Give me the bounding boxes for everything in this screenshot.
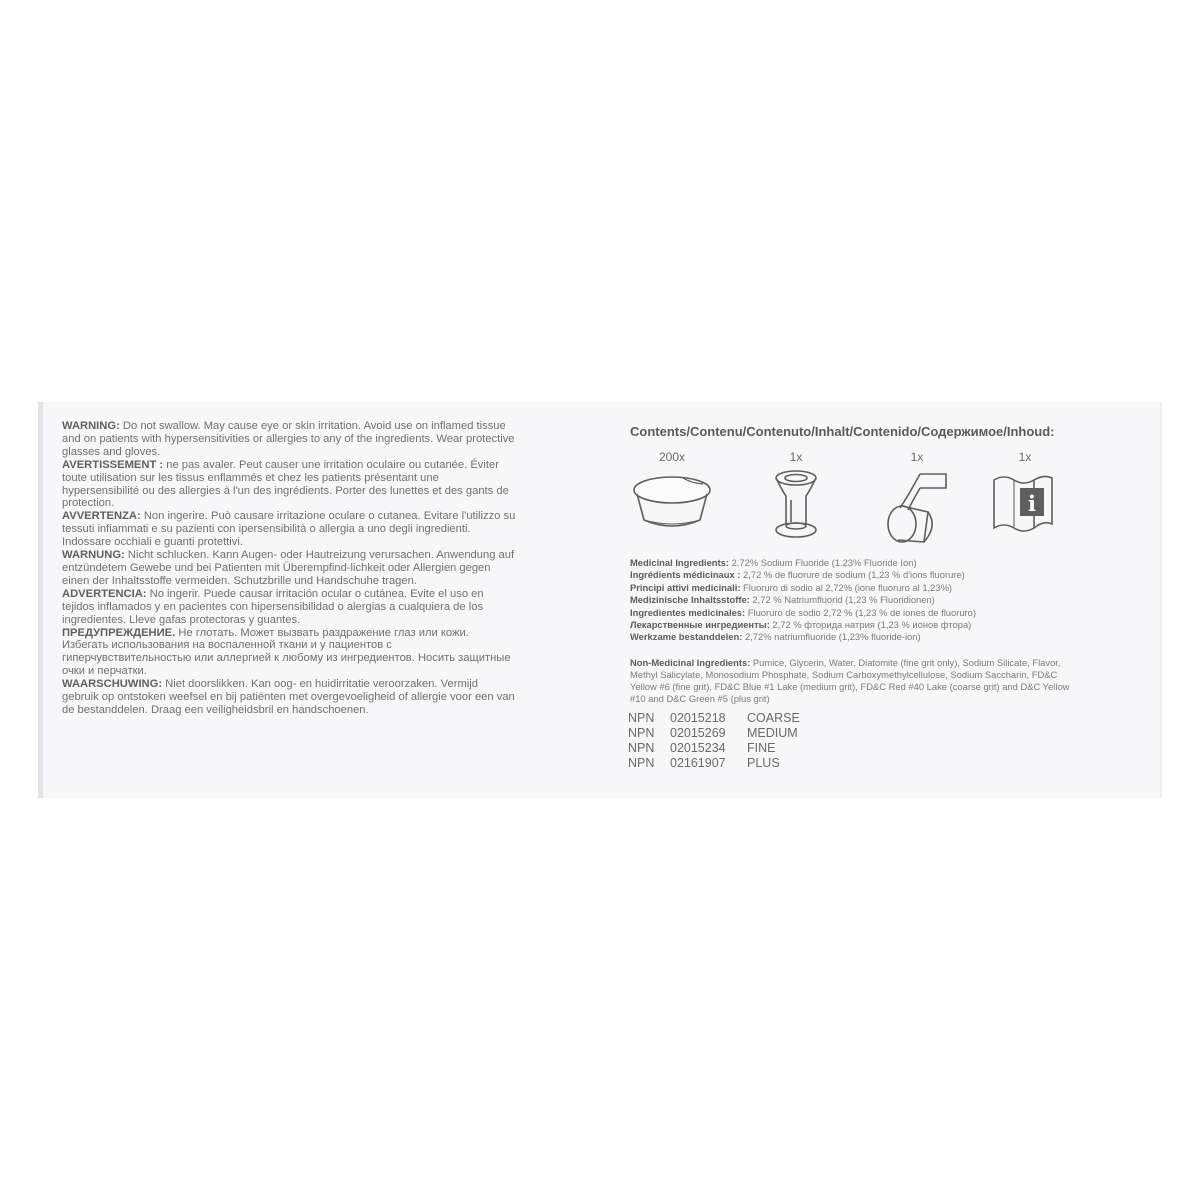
medicinal-ingredients [630, 557, 976, 644]
finger-ring-holder-icon [763, 466, 829, 546]
warning-it: AVVERTENZA: Non ingerire. Può causare irritazione oculare o cutanea. Evitare l'utilizzo su tessuti infiammati e su pazienti con ipersensibilità o allergia a uno degli ingredienti. Indossare occhiali e guanti protettivi. [62, 510, 516, 549]
svg-text:i: i [1028, 491, 1036, 516]
medicinal-fr: Ingrédients médicinaux : 2,72 % de fluorure de sodium (1,23 % d'ions fluorure) [630, 569, 965, 581]
contents-item-leaflet [990, 450, 1060, 538]
warning-fr: AVERTISSEMENT : ne pas avaler. Peut causer une irritation oculaire ou cutanée. Éviter toute utilisation sur les tissus enflammés et chez les patients présentant une hypersensibilité ou des allergies à l'un des ingrédients. Porter des lunettes et des gants de protection. [62, 458, 509, 510]
medicinal-en: Medicinal Ingredients: 2.72% Sodium Fluoride (1.23% Fluoride Ion) [630, 557, 917, 568]
non-medicinal-ingredients: Non-Medicinal Ingredients: Pumice, Glycerin, Water, Diatomite (fine grit only), Sodium Silicate, Flavor, Methyl Salicylate, Monosodium Phosphate, Sodium Carboxymethylcellulose, Sodium Saccharin, FD&C Yellow #6 (fine grit), FD&C Blue #1 Lake (medium grit), FD&C Red #40 Lake (coarse grit) and D&C Yellow #10 and D&C Green #5 (plus grit) [630, 657, 1070, 704]
warnings-block [62, 420, 517, 717]
npn-row: NPN 02015234 FINE [628, 741, 776, 755]
medicinal-ru: Лекарственные ингредиенты: 2,72 % фторида натрия (1,23 % ионов фтора) [630, 619, 972, 631]
contents-item-cups [627, 450, 717, 536]
tape-roll-icon [880, 466, 954, 546]
prophy-cup-icon [627, 466, 717, 536]
item-quantity: 1x [1018, 450, 1032, 464]
npn-row: NPN 02161907 PLUS [628, 756, 780, 770]
contents-title: Contents/Contenu/Contenuto/Inhalt/Contenido/Содержимое/Inhoud: [630, 424, 1055, 439]
item-quantity: 200x [658, 450, 686, 464]
warning-en: WARNING: Do not swallow. May cause eye or skin irritation. Avoid use on inflamed tissue and on patients with hypersensitivities or allergies to any of the ingredients. Wear protective glasses and gloves. [62, 420, 515, 458]
warning-es: ADVERTENCIA: No ingerir. Puede causar irritación ocular o cutánea. Evite el uso en tejidos inflamados y en pacientes con hipersensibilidad o alergias a cualquiera de los ingredientes. Lleve gafas protectoras y guantes. [62, 587, 484, 626]
medicinal-it: Principi attivi medicinali: Fluoruro di sodio al 2,72% (ione fluoruro al 1,23%) [630, 581, 953, 593]
contents-item-tape [880, 450, 954, 546]
medicinal-de: Medizinische Inhaltsstoffe: 2,72 % Natriumfluorid (1,23 % Fluoridionen) [630, 594, 935, 606]
item-quantity: 1x [910, 450, 924, 464]
contents-item-ring [763, 450, 829, 546]
warning-ru: ПРЕДУПРЕЖДЕНИЕ. Не глотать. Может вызвать раздражение глаз или кожи. Избегать использования на воспаленной ткани и у пациентов с гиперчувствительностью или аллергией к любому из ингредиентов. Носить защитные очки и перчатки. [62, 626, 511, 678]
medicinal-es: Ingredientes medicinales: Fluoruro de sodio 2,72 % (1,23 % de iones de fluoruro) [630, 606, 977, 618]
warning-nl: WAARSCHUWING: Niet doorslikken. Kan oog- en huidirritatie veroorzaken. Vermijd gebruik op ontstoken weefsel en bij patiënten met overgevoeligheid of allergie voor een van de bestanddelen. Draag een veiligheidsbril en handschoenen. [62, 678, 515, 716]
medicinal-nl: Werkzame bestanddelen: 2,72% natriumfluoride (1,23% fluoride-ion) [630, 631, 921, 643]
info-leaflet-icon [990, 466, 1060, 538]
npn-row: NPN 02015269 MEDIUM [628, 726, 798, 740]
item-quantity: 1x [789, 450, 803, 464]
npn-table [628, 711, 800, 771]
warning-de: WARNUNG: Nicht schlucken. Kann Augen- oder Hautreizung verursachen. Anwendung auf entzündetem Gewebe und bei Patienten mit Überempfind-lichkeit oder Allergien gegen einen der Inhaltsstoffe vermeiden. Schutzbrille und Handschuhe tragen. [62, 549, 515, 587]
npn-row: NPN 02015218 COARSE [628, 711, 800, 725]
